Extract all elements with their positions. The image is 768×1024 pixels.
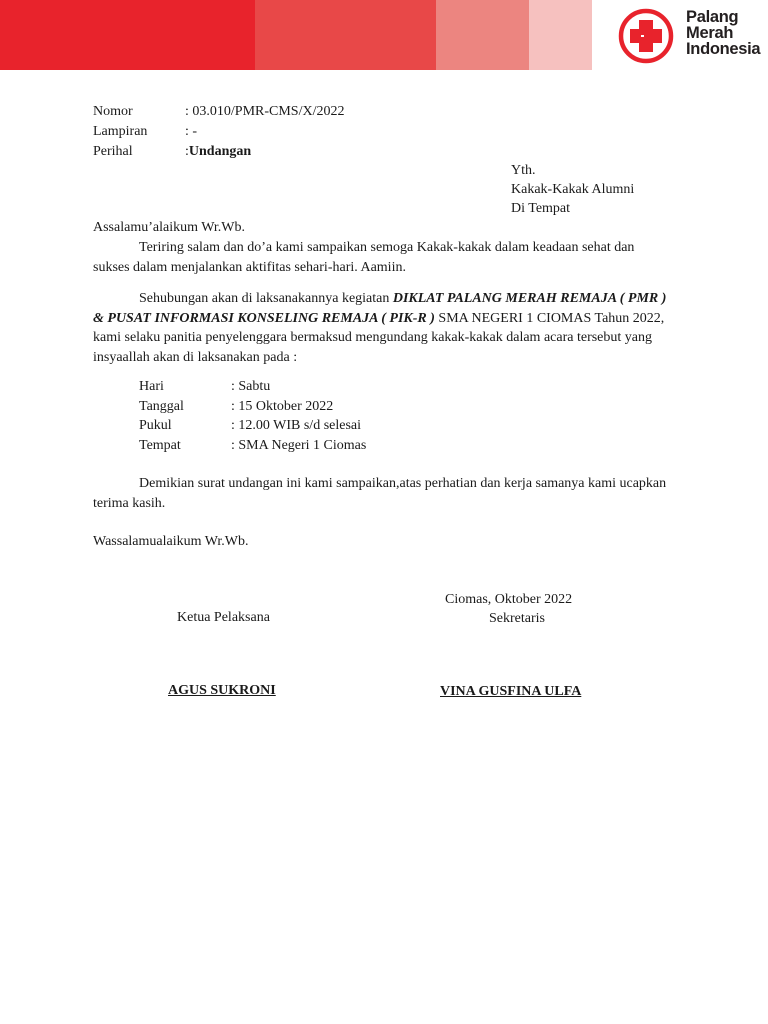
red-band-1 [0, 0, 255, 70]
red-cross-logo-icon [616, 8, 676, 64]
recipient-line-3: Di Tempat [511, 201, 571, 216]
logo-line-1: Palang [686, 8, 739, 26]
detail-pukul-value: : 12.00 WIB s/d selesai [231, 418, 362, 433]
lampiran-value: : - [185, 124, 198, 139]
place-date: Ciomas, Oktober 2022 [445, 592, 573, 607]
perihal-label: Perihal [93, 144, 133, 159]
detail-tempat-label: Tempat [139, 438, 181, 453]
left-signer-name: AGUS SUKRONI [168, 683, 276, 698]
red-band-2 [255, 0, 436, 70]
left-signer-title: Ketua Pelaksana [177, 610, 270, 625]
right-signer-title: Sekretaris [489, 611, 545, 626]
logo-line-2: Merah [686, 24, 734, 42]
detail-pukul-label: Pukul [139, 418, 172, 433]
perihal-value [185, 142, 251, 162]
nomor-label: Nomor [93, 104, 133, 119]
logo-line-3: Indonesia [686, 40, 761, 58]
logo-wordmark [686, 9, 760, 57]
detail-tempat-value: : SMA Negeri 1 Ciomas [231, 438, 367, 453]
detail-tanggal-value: : 15 Oktober 2022 [231, 399, 334, 414]
recipient-line-2: Kakak-Kakak Alumni [511, 182, 635, 197]
paragraph-closing: Demikian surat undangan ini kami sampaikan,atas perhatian dan kerja samanya kami ucapkan terima kasih. [93, 476, 667, 511]
detail-hari-value: : Sabtu [231, 379, 271, 394]
detail-tanggal-label: Tanggal [139, 399, 184, 414]
red-band-4 [529, 0, 592, 70]
perihal-subject: Undangan [188, 144, 252, 159]
paragraph-event [93, 289, 673, 367]
recipient-line-1: Yth. [511, 163, 536, 178]
paragraph-opening: Teriring salam dan do’a kami sampaikan semoga Kakak-kakak dalam keadaan sehat dan sukses dalam menjalankan aktifitas sehari-hari. Aamiin. [93, 240, 635, 275]
paragraph-event-intro: Sehubungan akan di laksanakannya kegiatan [139, 291, 393, 306]
detail-hari-label: Hari [139, 379, 164, 394]
letterhead-banner [0, 0, 768, 70]
paragraph-event-rest: SMA NEGERI 1 CIOMAS Tahun 2022, kami selaku panitia penyelenggara bermaksud mengundang kakak-kakak dalam acara tersebut yang insyaallah akan di laksanakan pada : [93, 310, 665, 365]
greeting: Assalamu’alaikum Wr.Wb. [93, 220, 245, 235]
nomor-value: : 03.010/PMR-CMS/X/2022 [185, 104, 345, 119]
red-band-3 [436, 0, 529, 70]
closing-salutation: Wassalamualaikum Wr.Wb. [93, 534, 249, 549]
lampiran-label: Lampiran [93, 124, 148, 139]
event-name: DIKLAT PALANG MERAH REMAJA ( PMR ) & PUSAT INFORMASI KONSELING REMAJA ( PIK-R ) [93, 291, 667, 326]
perihal-colon: : [185, 144, 189, 159]
right-signer-name: VINA GUSFINA ULFA [440, 684, 582, 699]
